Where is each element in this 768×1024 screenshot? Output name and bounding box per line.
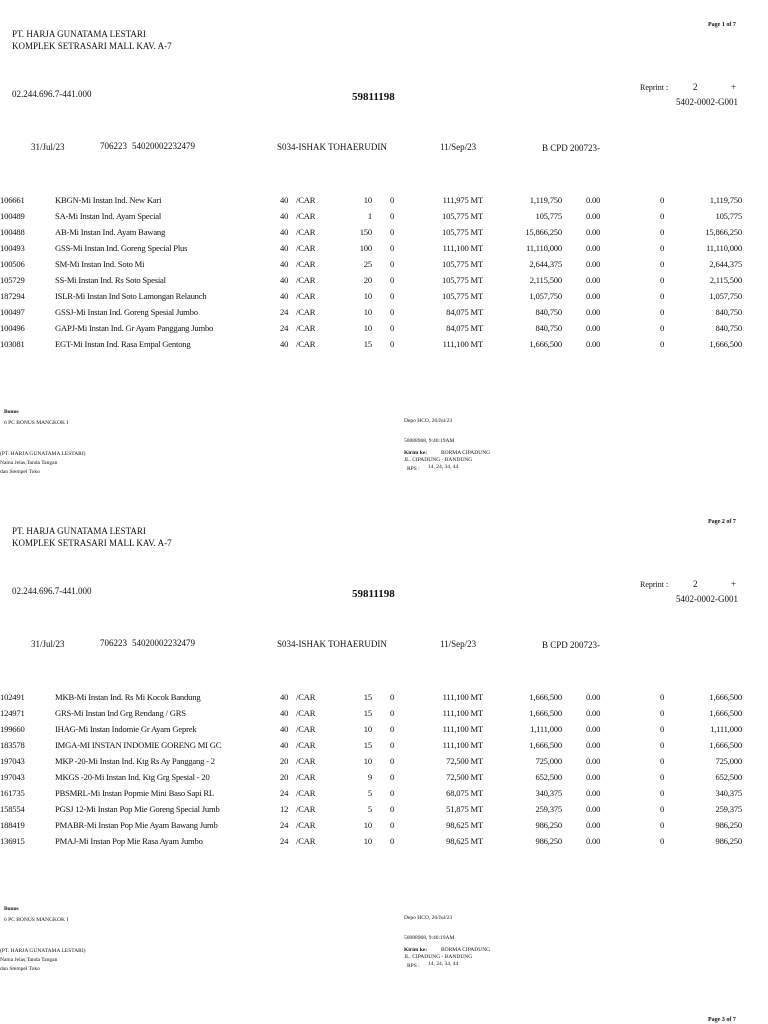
due-date: 11/Sep/23: [440, 142, 477, 152]
item-amount: 986,250: [535, 820, 562, 830]
item-net-amount: 1,666,500: [709, 740, 742, 750]
item-uom: /CAR: [296, 227, 316, 237]
company-name: PT. HARJA GUNATAMA LESTARI: [12, 526, 146, 536]
item-net-amount: 15,866,250: [705, 227, 742, 237]
item-discount: 0.00: [586, 836, 601, 846]
item-quantity: 25: [363, 259, 372, 269]
item-zero: 0: [660, 804, 665, 814]
item-zero: 0: [660, 756, 665, 766]
item-name: GAPJ-Mi Instan Ind. Gr Ayam Panggang Jumbo: [55, 323, 214, 333]
item-quantity: 10: [363, 323, 372, 333]
item-name: AB-Mi Instan Ind. Ayam Bawang: [55, 227, 166, 237]
item-code: 100497: [0, 307, 25, 317]
item-amount: 259,375: [535, 804, 562, 814]
item-code: 100506: [0, 259, 25, 269]
item-net-amount: 11,110,000: [705, 243, 742, 253]
item-quantity-pcs: 0: [390, 259, 395, 269]
item-amount: 652,500: [535, 772, 562, 782]
item-uom: /CAR: [296, 275, 316, 285]
item-net-amount: 652,500: [715, 772, 742, 782]
item-zero: 0: [660, 227, 665, 237]
item-amount: 2,644,375: [529, 259, 562, 269]
item-code: 100488: [0, 227, 25, 237]
item-uom: /CAR: [296, 307, 316, 317]
item-discount: 0.00: [586, 820, 601, 830]
item-amount: 1,119,750: [529, 195, 562, 205]
item-name: PMAJ-Mi Instan Pop Mie Rasa Ayam Jumbo: [55, 836, 203, 846]
item-code: 199660: [0, 724, 25, 734]
item-uom: /CAR: [296, 804, 316, 814]
item-amount: 986,250: [535, 836, 562, 846]
item-price: 105,775 MT: [442, 259, 483, 269]
item-code: 103081: [0, 339, 25, 349]
item-price: 72,500 MT: [446, 756, 483, 766]
item-uom: /CAR: [296, 291, 316, 301]
item-net-amount: 105,775: [715, 211, 742, 221]
item-pack-qty: 24: [280, 788, 289, 798]
table-row: [0, 195, 768, 210]
item-pack-qty: 24: [280, 323, 289, 333]
item-code: 197043: [0, 772, 25, 782]
bonus-text: 6 PC BONUS MANGKOK I: [4, 917, 69, 923]
item-name: KBGN-Mi Instan Ind. New Kari: [55, 195, 162, 205]
item-uom: /CAR: [296, 772, 316, 782]
item-price: 111,100 MT: [442, 708, 483, 718]
item-uom: /CAR: [296, 788, 316, 798]
item-zero: 0: [660, 836, 665, 846]
item-zero: 0: [660, 692, 665, 702]
item-name: MKP -20-Mi Instan Ind. Ktg Rs Ay Panggang - 2: [55, 756, 215, 766]
item-amount: 1,666,500: [529, 692, 562, 702]
item-discount: 0.00: [586, 275, 601, 285]
item-uom: /CAR: [296, 323, 316, 333]
sign-line-1: Nama Jelas,Tanda Tangan: [0, 460, 58, 466]
item-price: 111,100 MT: [442, 692, 483, 702]
due-date: 11/Sep/23: [440, 639, 477, 649]
item-code: 188419: [0, 820, 25, 830]
npwp: 02.244.696.7-441.000: [12, 89, 92, 99]
item-uom: /CAR: [296, 195, 316, 205]
rps-values: 14, 24, 34, 44: [428, 961, 459, 967]
item-uom: /CAR: [296, 339, 316, 349]
item-amount: 1,057,750: [529, 291, 562, 301]
item-quantity-pcs: 0: [390, 708, 395, 718]
item-price: 111,100 MT: [442, 339, 483, 349]
item-uom: /CAR: [296, 211, 316, 221]
item-code: 187294: [0, 291, 25, 301]
item-discount: 0.00: [586, 259, 601, 269]
item-zero: 0: [660, 323, 665, 333]
invoice-date: 31/Jul/23: [31, 142, 65, 152]
reference-code: 5402-0002-G001: [676, 594, 738, 604]
item-pack-qty: 40: [280, 275, 289, 285]
item-price: 98,625 MT: [446, 820, 483, 830]
item-quantity: 10: [363, 291, 372, 301]
item-pack-qty: 40: [280, 243, 289, 253]
rps-label: RPS :: [407, 963, 420, 969]
item-name: ISLR-Mi Instan Ind Soto Lamongan Relaunch: [55, 291, 207, 301]
item-quantity-pcs: 0: [390, 740, 395, 750]
table-row: [0, 804, 768, 819]
item-name: IMGA-MI INSTAN INDOMIE GORENG MI GC: [55, 740, 222, 750]
table-row: [0, 243, 768, 258]
item-price: 98,625 MT: [446, 836, 483, 846]
item-discount: 0.00: [586, 339, 601, 349]
item-discount: 0.00: [586, 195, 601, 205]
item-quantity-pcs: 0: [390, 195, 395, 205]
company-address: KOMPLEK SETRASARI MALL KAV. A-7: [12, 538, 172, 548]
item-price: 105,775 MT: [442, 227, 483, 237]
item-amount: 1,111,000: [530, 724, 562, 734]
item-net-amount: 840,750: [715, 323, 742, 333]
item-quantity-pcs: 0: [390, 227, 395, 237]
item-price: 68,075 MT: [446, 788, 483, 798]
page-label: Page 1 of 7: [708, 22, 736, 28]
table-row: [0, 692, 768, 707]
item-net-amount: 1,666,500: [709, 339, 742, 349]
item-net-amount: 986,250: [715, 820, 742, 830]
item-quantity-pcs: 0: [390, 275, 395, 285]
item-quantity: 15: [363, 740, 372, 750]
table-row: [0, 323, 768, 338]
item-pack-qty: 40: [280, 291, 289, 301]
invoice-date: 31/Jul/23: [31, 639, 65, 649]
item-quantity: 10: [363, 820, 372, 830]
bonus-text: 6 PC BONUS MANGKOK I: [4, 420, 69, 426]
item-amount: 15,866,250: [525, 227, 562, 237]
item-price: 84,075 MT: [446, 323, 483, 333]
item-quantity-pcs: 0: [390, 804, 395, 814]
ship-to-name: BORMA CIPADUNG: [441, 450, 491, 456]
page-label: Page 2 of 7: [708, 519, 736, 525]
item-code: 100496: [0, 323, 25, 333]
reprint-count: 2: [693, 82, 698, 92]
customer-id: 706223: [100, 141, 127, 151]
item-quantity: 15: [363, 692, 372, 702]
cpd-code: B CPD 200723-: [542, 640, 601, 650]
plus-sign: +: [731, 579, 737, 589]
salesman: S034-ISHAK TOHAERUDIN: [277, 639, 387, 649]
plus-sign: +: [731, 82, 737, 92]
item-pack-qty: 40: [280, 708, 289, 718]
rps-label: RPS :: [407, 466, 420, 472]
item-zero: 0: [660, 724, 665, 734]
sign-line-2: dan Stempel Toko: [0, 469, 40, 475]
item-price: 84,075 MT: [446, 307, 483, 317]
table-row: [0, 820, 768, 835]
table-row: [0, 291, 768, 306]
table-row: [0, 740, 768, 755]
item-name: PGSJ 12-Mi Instan Pop Mie Goreng Special Jumb: [55, 804, 220, 814]
item-net-amount: 340,375: [715, 788, 742, 798]
item-quantity-pcs: 0: [390, 211, 395, 221]
item-zero: 0: [660, 740, 665, 750]
item-amount: 840,750: [535, 323, 562, 333]
item-uom: /CAR: [296, 836, 316, 846]
ship-to-label: Kirim ke:: [404, 947, 428, 953]
table-row: [0, 211, 768, 226]
item-price: 111,100 MT: [442, 724, 483, 734]
item-net-amount: 725,000: [715, 756, 742, 766]
item-name: GRS-Mi Instan Ind Grg Rendang / GRS: [55, 708, 186, 718]
item-net-amount: 986,250: [715, 836, 742, 846]
item-quantity: 15: [363, 708, 372, 718]
rps-values: 14, 24, 34, 44: [428, 464, 459, 470]
item-name: GSS-Mi Instan Ind. Goreng Special Plus: [55, 243, 188, 253]
item-zero: 0: [660, 211, 665, 221]
table-row: [0, 772, 768, 787]
customer-number: 54020002232479: [132, 141, 195, 151]
item-pack-qty: 20: [280, 772, 289, 782]
item-quantity: 5: [367, 788, 372, 798]
item-discount: 0.00: [586, 291, 601, 301]
sign-line-2: dan Stempel Toko: [0, 966, 40, 972]
item-price: 105,775 MT: [442, 211, 483, 221]
item-pack-qty: 24: [280, 836, 289, 846]
item-uom: /CAR: [296, 259, 316, 269]
customer-number: 54020002232479: [132, 638, 195, 648]
item-amount: 340,375: [535, 788, 562, 798]
item-net-amount: 1,666,500: [709, 708, 742, 718]
item-quantity: 100: [359, 243, 372, 253]
item-pack-qty: 40: [280, 227, 289, 237]
item-quantity: 10: [363, 724, 372, 734]
bonus-label: Bonus: [4, 409, 19, 415]
item-pack-qty: 40: [280, 692, 289, 702]
customer-id: 706223: [100, 638, 127, 648]
item-quantity: 10: [363, 756, 372, 766]
item-net-amount: 2,115,500: [709, 275, 742, 285]
item-discount: 0.00: [586, 227, 601, 237]
item-name: PMABR-Mi Instan Pop Mie Ayam Bawang Jumb: [55, 820, 218, 830]
table-row: [0, 307, 768, 322]
item-discount: 0.00: [586, 708, 601, 718]
item-code: 183578: [0, 740, 25, 750]
item-price: 111,975 MT: [442, 195, 483, 205]
item-discount: 0.00: [586, 788, 601, 798]
item-zero: 0: [660, 820, 665, 830]
reprint-count: 2: [693, 579, 698, 589]
item-code: 100489: [0, 211, 25, 221]
item-price: 111,100 MT: [442, 243, 483, 253]
item-name: PBSMRL-Mi Instan Popmie Mini Baso Sapi RL: [55, 788, 214, 798]
item-zero: 0: [660, 243, 665, 253]
item-price: 105,775 MT: [442, 291, 483, 301]
item-quantity: 150: [359, 227, 372, 237]
item-quantity: 15: [363, 339, 372, 349]
item-zero: 0: [660, 772, 665, 782]
item-code: 100493: [0, 243, 25, 253]
item-price: 72,500 MT: [446, 772, 483, 782]
npwp: 02.244.696.7-441.000: [12, 586, 92, 596]
salesman: S034-ISHAK TOHAERUDIN: [277, 142, 387, 152]
item-uom: /CAR: [296, 820, 316, 830]
item-quantity-pcs: 0: [390, 291, 395, 301]
item-amount: 840,750: [535, 307, 562, 317]
item-code: 158554: [0, 804, 25, 814]
item-discount: 0.00: [586, 307, 601, 317]
depo-date: Depo HCO, 26/Jul/23: [404, 915, 453, 921]
sign-line-1: Nama Jelas,Tanda Tangan: [0, 957, 58, 963]
item-uom: /CAR: [296, 708, 316, 718]
reprint-label: Reprint :: [640, 83, 669, 92]
item-net-amount: 1,057,750: [709, 291, 742, 301]
item-price: 111,100 MT: [442, 740, 483, 750]
item-pack-qty: 40: [280, 195, 289, 205]
company-address: KOMPLEK SETRASARI MALL KAV. A-7: [12, 41, 172, 51]
table-row: [0, 708, 768, 723]
item-quantity-pcs: 0: [390, 307, 395, 317]
item-price: 51,875 MT: [446, 804, 483, 814]
ship-to-name: BORMA CIPADUNG: [441, 947, 491, 953]
item-zero: 0: [660, 307, 665, 317]
reference-code: 5402-0002-G001: [676, 97, 738, 107]
item-amount: 1,666,500: [529, 740, 562, 750]
item-code: 197043: [0, 756, 25, 766]
item-discount: 0.00: [586, 692, 601, 702]
item-net-amount: 1,666,500: [709, 692, 742, 702]
item-pack-qty: 40: [280, 740, 289, 750]
ship-to-address: JL. CIPADUNG - BANDUNG: [404, 954, 473, 960]
table-row: [0, 836, 768, 851]
item-quantity: 10: [363, 836, 372, 846]
item-uom: /CAR: [296, 243, 316, 253]
item-discount: 0.00: [586, 772, 601, 782]
print-timestamp: 50088968, 9:46:19AM: [404, 935, 455, 941]
item-net-amount: 2,644,375: [709, 259, 742, 269]
print-timestamp: 50088968, 9:46:19AM: [404, 438, 455, 444]
item-code: 161735: [0, 788, 25, 798]
item-quantity: 9: [367, 772, 372, 782]
table-row: [0, 724, 768, 739]
item-quantity: 10: [363, 195, 372, 205]
item-net-amount: 1,111,000: [710, 724, 742, 734]
item-net-amount: 840,750: [715, 307, 742, 317]
item-pack-qty: 20: [280, 756, 289, 766]
table-row: [0, 756, 768, 771]
item-code: 105729: [0, 275, 25, 285]
sign-company: (PT. HARJA GUNATAMA LESTARI): [0, 948, 86, 954]
item-discount: 0.00: [586, 756, 601, 766]
table-row: [0, 339, 768, 354]
bonus-label: Bonus: [4, 906, 19, 912]
item-name: MKB-Mi Instan Ind. Rs Mi Kocok Bandung: [55, 692, 201, 702]
sign-company: (PT. HARJA GUNATAMA LESTARI): [0, 451, 86, 457]
item-quantity-pcs: 0: [390, 756, 395, 766]
item-amount: 2,115,500: [529, 275, 562, 285]
ship-to-label: Kirim ke:: [404, 450, 428, 456]
table-row: [0, 259, 768, 274]
item-uom: /CAR: [296, 740, 316, 750]
item-zero: 0: [660, 259, 665, 269]
item-discount: 0.00: [586, 243, 601, 253]
document-number: 59811198: [352, 588, 395, 600]
item-code: 124971: [0, 708, 25, 718]
item-zero: 0: [660, 291, 665, 301]
item-discount: 0.00: [586, 211, 601, 221]
item-discount: 0.00: [586, 804, 601, 814]
item-amount: 1,666,500: [529, 708, 562, 718]
item-net-amount: 1,119,750: [709, 195, 742, 205]
table-row: [0, 788, 768, 803]
item-name: GSSJ-Mi Instan Ind. Goreng Spesial Jumbo: [55, 307, 198, 317]
item-quantity-pcs: 0: [390, 339, 395, 349]
item-pack-qty: 40: [280, 339, 289, 349]
item-price: 105,775 MT: [442, 275, 483, 285]
item-quantity-pcs: 0: [390, 692, 395, 702]
item-code: 106661: [0, 195, 25, 205]
item-zero: 0: [660, 788, 665, 798]
item-pack-qty: 40: [280, 724, 289, 734]
item-quantity: 5: [367, 804, 372, 814]
item-pack-qty: 12: [280, 804, 289, 814]
depo-date: Depo HCO, 26/Jul/23: [404, 418, 453, 424]
item-quantity-pcs: 0: [390, 820, 395, 830]
item-amount: 1,666,500: [529, 339, 562, 349]
item-name: SM-Mi Instan Ind. Soto Mi: [55, 259, 145, 269]
item-discount: 0.00: [586, 740, 601, 750]
page-label: Page 3 of 7: [708, 1017, 736, 1023]
ship-to-address: JL. CIPADUNG - BANDUNG: [404, 457, 473, 463]
item-zero: 0: [660, 708, 665, 718]
company-name: PT. HARJA GUNATAMA LESTARI: [12, 29, 146, 39]
item-amount: 105,775: [535, 211, 562, 221]
table-row: [0, 275, 768, 290]
item-name: MKGS -20-Mi Instan Ind. Ktg Grg Spesial - 20: [55, 772, 210, 782]
item-uom: /CAR: [296, 724, 316, 734]
document-number: 59811198: [352, 91, 395, 103]
item-name: SS-Mi Instan Ind. Rs Soto Spesial: [55, 275, 166, 285]
item-quantity-pcs: 0: [390, 788, 395, 798]
cpd-code: B CPD 200723-: [542, 143, 601, 153]
item-amount: 725,000: [535, 756, 562, 766]
item-pack-qty: 24: [280, 820, 289, 830]
item-quantity: 1: [367, 211, 372, 221]
item-code: 136915: [0, 836, 25, 846]
item-quantity: 10: [363, 307, 372, 317]
item-quantity-pcs: 0: [390, 323, 395, 333]
item-discount: 0.00: [586, 724, 601, 734]
item-quantity: 20: [363, 275, 372, 285]
item-quantity-pcs: 0: [390, 724, 395, 734]
item-discount: 0.00: [586, 323, 601, 333]
table-row: [0, 227, 768, 242]
item-amount: 11,110,000: [525, 243, 562, 253]
reprint-label: Reprint :: [640, 580, 669, 589]
item-quantity-pcs: 0: [390, 243, 395, 253]
item-quantity-pcs: 0: [390, 772, 395, 782]
item-name: EGT-Mi Instan Ind. Rasa Empal Gentong: [55, 339, 191, 349]
item-pack-qty: 24: [280, 307, 289, 317]
item-zero: 0: [660, 339, 665, 349]
item-uom: /CAR: [296, 692, 316, 702]
item-pack-qty: 40: [280, 211, 289, 221]
item-code: 102491: [0, 692, 25, 702]
item-zero: 0: [660, 275, 665, 285]
item-zero: 0: [660, 195, 665, 205]
item-net-amount: 259,375: [715, 804, 742, 814]
item-quantity-pcs: 0: [390, 836, 395, 846]
item-name: SA-Mi Instan Ind. Ayam Special: [55, 211, 162, 221]
item-uom: /CAR: [296, 756, 316, 766]
item-pack-qty: 40: [280, 259, 289, 269]
item-name: IHAG-Mi Instan Indomie Gr Ayam Geprek: [55, 724, 197, 734]
